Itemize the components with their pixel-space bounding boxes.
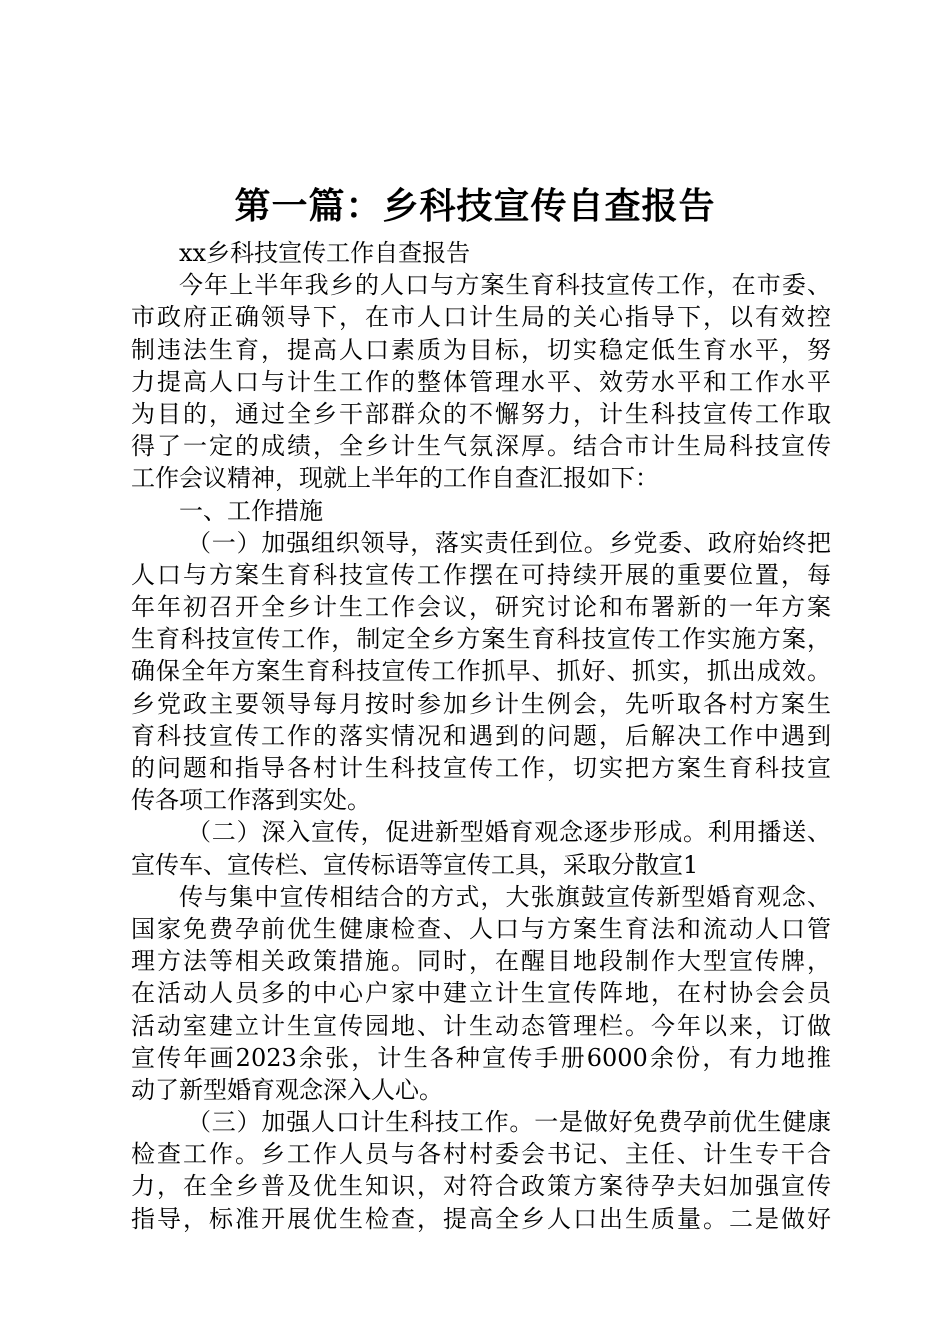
paragraph-line: （二）深入宣传，促进新型婚育观念逐步形成。利用播送、	[187, 818, 831, 847]
paragraph-line: 今年上半年我乡的人口与方案生育科技宣传工作，在市委、	[179, 271, 831, 300]
paragraph-line: 年年初召开全乡计生工作会议，研究讨论和布署新的一年方案	[131, 593, 831, 622]
paragraph-line: 指导，标准开展优生检查，提高全乡人口出生质量。二是做好	[131, 1204, 831, 1233]
paragraph-line: 生育科技宣传工作，制定全乡方案生育科技宣传工作实施方案，	[131, 625, 831, 654]
paragraph-line: 力提高人口与计生工作的整体管理水平、效劳水平和工作水平	[131, 367, 831, 396]
paragraph-line: （三）加强人口计生科技工作。一是做好免费孕前优生健康	[187, 1108, 831, 1137]
document-body	[131, 237, 831, 1235]
paragraph-line: 为目的，通过全乡干部群众的不懈努力，计生科技宣传工作取	[131, 399, 831, 428]
paragraph-line: 育科技宣传工作的落实情况和遇到的问题，后解决工作中遇到	[131, 721, 831, 750]
paragraph-line: 宣传年画2023余张，计生各种宣传手册6000余份，有力地推	[131, 1043, 831, 1072]
paragraph-line: 活动室建立计生宣传园地、计生动态管理栏。今年以来，订做	[131, 1011, 831, 1040]
paragraph-line: 传与集中宣传相结合的方式，大张旗鼓宣传新型婚育观念、	[179, 882, 831, 911]
paragraph-line: 检查工作。乡工作人员与各村村委会书记、主任、计生专干合	[131, 1140, 831, 1169]
paragraph-line: 动了新型婚育观念深入人心。	[131, 1075, 443, 1104]
paragraph-line: 力，在全乡普及优生知识，对符合政策方案待孕夫妇加强宣传	[131, 1172, 831, 1201]
paragraph-line: 国家免费孕前优生健康检查、人口与方案生育法和流动人口管	[131, 914, 831, 943]
paragraph-line: 人口与方案生育科技宣传工作摆在可持续开展的重要位置，每	[131, 560, 831, 589]
paragraph-line: 工作会议精神，现就上半年的工作自查汇报如下：	[131, 464, 659, 493]
paragraph-line: 理方法等相关政策措施。同时，在醒目地段制作大型宣传牌，	[131, 947, 831, 976]
paragraph-line: 传各项工作落到实处。	[131, 786, 371, 815]
paragraph-line: 得了一定的成绩，全乡计生气氛深厚。结合市计生局科技宣传	[131, 432, 831, 461]
paragraph-line: 的问题和指导各村计生科技宣传工作，切实把方案生育科技宣	[131, 754, 831, 782]
document-title: 第一篇：乡科技宣传自查报告	[234, 186, 716, 227]
paragraph-line: 市政府正确领导下，在市人口计生局的关心指导下，以有效控	[131, 303, 831, 332]
subtitle-line: xx乡科技宣传工作自查报告	[179, 239, 471, 267]
paragraph-line: 乡党政主要领导每月按时参加乡计生例会，先听取各村方案生	[131, 689, 831, 718]
paragraph-line: 宣传车、宣传栏、宣传标语等宣传工具，采取分散宣1	[131, 850, 699, 879]
paragraph-line: 在活动人员多的中心户家中建立计生宣传阵地，在村协会会员	[131, 979, 831, 1008]
paragraph-line: （一）加强组织领导，落实责任到位。乡党委、政府始终把	[187, 528, 831, 557]
section-heading: 一、工作措施	[179, 496, 323, 525]
paragraph-line: 确保全年方案生育科技宣传工作抓早、抓好、抓实，抓出成效。	[131, 657, 831, 686]
paragraph-line: 制违法生育，提高人口素质为目标，切实稳定低生育水平，努	[131, 335, 831, 364]
